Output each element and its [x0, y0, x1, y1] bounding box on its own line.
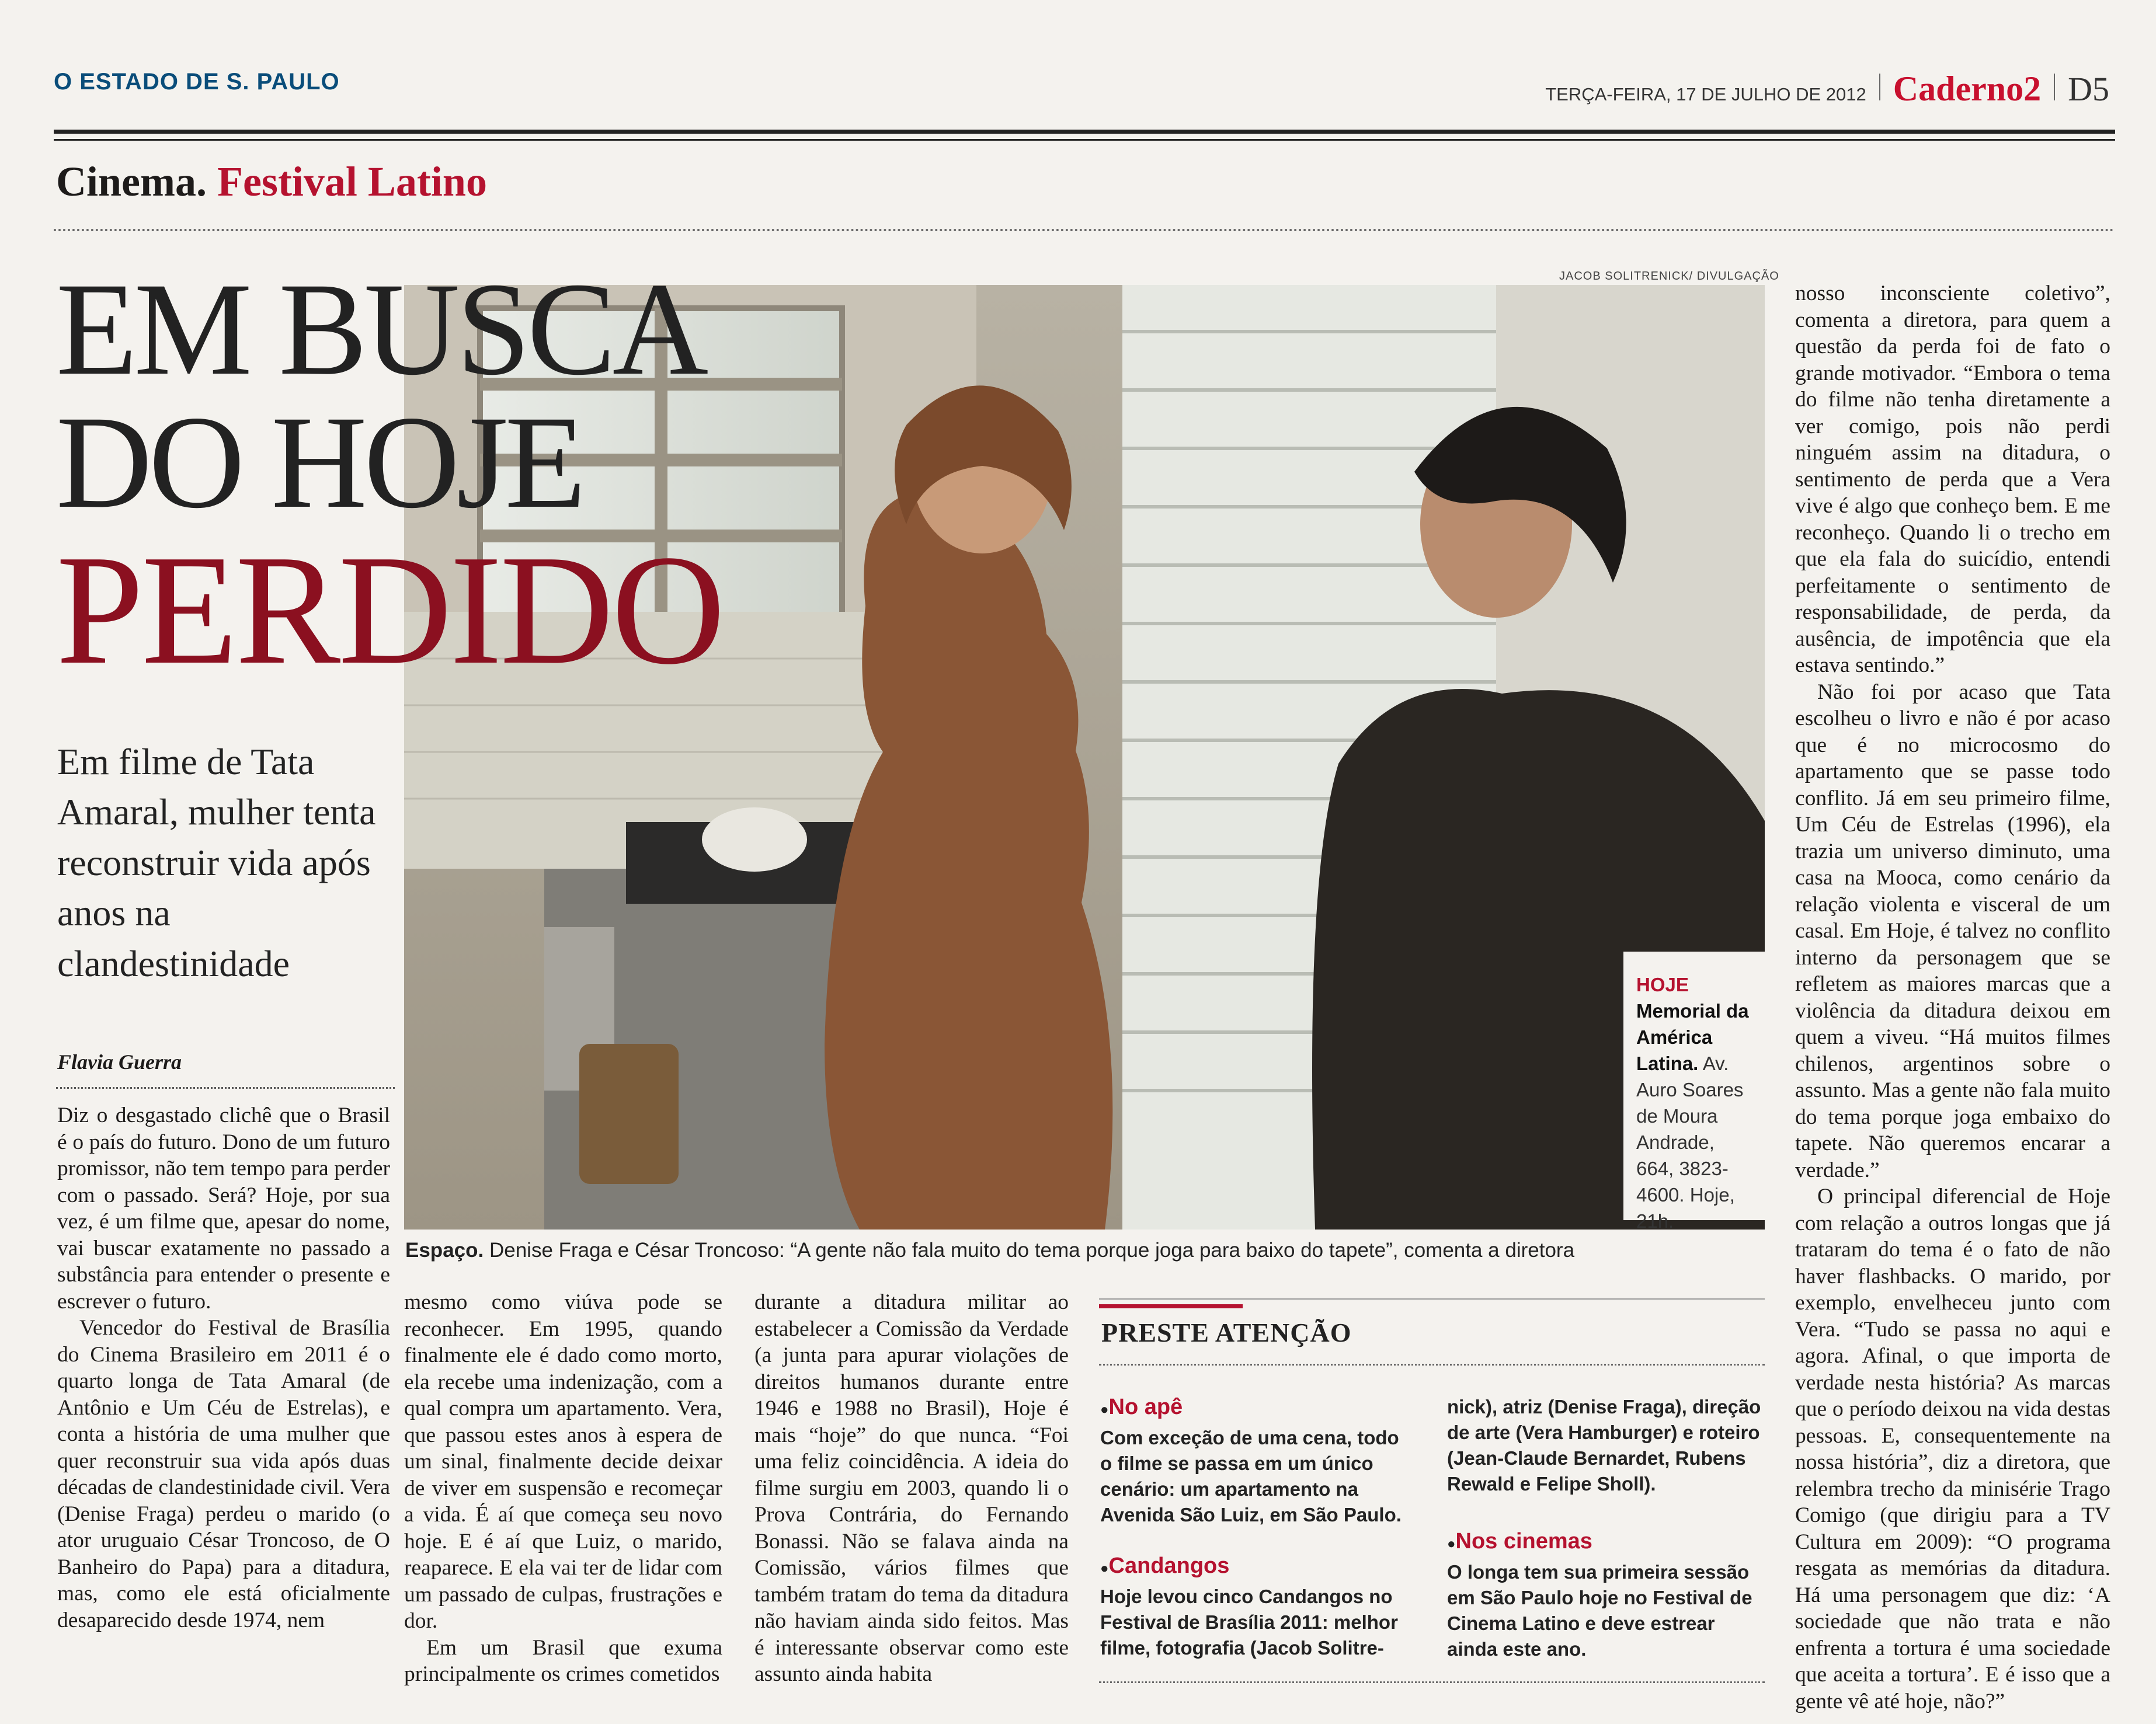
- tip-text: Hoje levou cinco Candangos no Festival de Brasília 2011: melhor filme, fotografia (Jacob Solitre-: [1100, 1586, 1398, 1659]
- tip-item: [1100, 1553, 1416, 1661]
- headline-line-2: DO HOJE: [56, 389, 583, 536]
- body-column-1: [57, 1102, 390, 1634]
- page-number: D5: [2068, 70, 2109, 108]
- supplement-name: Caderno2: [1893, 69, 2042, 108]
- event-venue: Memorial da América Latina.: [1636, 1000, 1749, 1074]
- caption-label: Espaço.: [405, 1239, 484, 1262]
- body-paragraph: Não foi por acaso que Tata escolheu o livro e não é por acaso que é no microcosmo do apartamento que se passe todo conflito. Já em seu primeiro filme, Um Céu de Estrelas (1996), ela trazia um universo diminuto, uma casa na Mooca, como cenário da relação violenta e visceral de um casal. Em Hoje, é talvez no conflito interno da personagem que se refletem as maiores marcas que a violência da ditadura deixou em quem a viveu. “Há muitos filmes chilenos, argentinos sobre o assunto. Mas a gente não fala muito do tema porque joga embaixo do tapete. Não queremos encarar a verdade.”: [1795, 680, 2110, 1182]
- headline-line-1: EM BUSCA: [56, 256, 705, 403]
- page-header-right: [1545, 69, 2109, 109]
- photo-credit: JACOB SOLITRENICK/ DIVULGAÇÃO: [1559, 270, 1779, 283]
- tip-item: [1447, 1394, 1762, 1497]
- article-deck: Em filme de Tata Amaral, mulher tenta reconstruir vida após anos na clandestinidade: [57, 741, 376, 984]
- tip-title: ● No apê: [1100, 1394, 1416, 1423]
- section-rule: [54, 229, 2115, 231]
- issue-date: TERÇA-FEIRA, 17 DE JULHO DE 2012: [1545, 84, 1866, 105]
- tip-item: [1100, 1394, 1416, 1528]
- header-separator: [2054, 74, 2055, 100]
- section-sub: Festival Latino: [217, 158, 487, 205]
- headline: [56, 256, 724, 697]
- tip-title: ● Candangos: [1100, 1553, 1416, 1582]
- section-heading: [56, 158, 487, 206]
- header-rule-thin: [54, 139, 2115, 141]
- body-paragraph: durante a ditadura militar ao estabelecer a Comissão da Verdade (a junta para apurar violações de direitos humanos durante entre 1946 e 1988 no Brasil), Hoje é mais “hoje” do que nunca. “Foi uma feliz coincidência. A ideia do filme surgiu em 2003, quando li o Prova Contrária, do Fernando Bonassi. Não se falava ainda na Comissão, vários filmes que também tratam do tema da ditadura não haviam ainda sido feitos. Mas é interessante observar como este assunto ainda habita: [754, 1290, 1069, 1686]
- preste-rule: [1099, 1364, 1765, 1366]
- tip-text: O longa tem sua primeira sessão em São Paulo hoje no Festival de Cinema Latino e deve estrear ainda este ano.: [1447, 1561, 1752, 1660]
- preste-title: PRESTE ATENÇÃO: [1101, 1318, 1352, 1347]
- header-separator: [1879, 74, 1880, 100]
- preste-accent-rule: [1099, 1304, 1243, 1308]
- body-paragraph: mesmo como viúva pode se reconhecer. Em 1995, quando finalmente ele é dado como morto, ela recebe uma indenização, com a qual compra um apartamento. Vera, que passou estes anos à espera de um sinal, finalmente decide deixar de viver em suspensão e recomeçar a vida. É aí que começa seu novo hoje. E é aí que Luiz, o marido, reaparece. E ela vai ter de lidar com um passado de culpas, frustrações e dor.: [404, 1290, 722, 1633]
- body-paragraph: O principal diferencial de Hoje com relação a outros longas que já trataram do tema é o fato de não haver flashbacks. O marido, por exemplo, envelheceu junto com Vera. “Tudo se passa no aqui e agora. Afinal, o que importa de verdade nesta história? As marcas que o período deixou na vida destas pessoas. E, consequentemente na nossa história”, diz a diretora, que relembra trecho da minisérie Trago Comigo (que dirigiu para a TV Cultura em 2009): “O programa resgata as memórias da ditadura. Há uma personagem que diz: ‘A sociedade que não trata e não enfrenta a tortura é uma sociedade que aceita a tortura’. E é isso que a gente vê até hoje, não?”: [1795, 1185, 2110, 1713]
- preste-bottom-rule: [1099, 1681, 1765, 1683]
- body-column-2: [404, 1289, 722, 1688]
- byline-rule: [56, 1087, 395, 1089]
- event-label: HOJE: [1636, 974, 1689, 995]
- body-paragraph: Diz o desgastado clichê que o Brasil é o país do futuro. Dono de um futuro promissor, não tem tempo para perder com o passado. Será? Hoje, por sua vez, é um filme que, apesar do nome, vai buscar exatamente no passado a substância para entender o presente e escrever o futuro.: [57, 1103, 390, 1314]
- tip-item: [1447, 1528, 1762, 1662]
- event-info-box: [1623, 952, 1766, 1232]
- body-column-3: [754, 1289, 1069, 1688]
- section-main: Cinema.: [56, 158, 207, 205]
- newspaper-masthead: O ESTADO DE S. PAULO: [54, 69, 340, 95]
- preste-top-rule: [1099, 1298, 1765, 1300]
- photo-caption: [405, 1239, 1766, 1262]
- event-details: Av. Auro Soares de Moura Andrade, 664, 3823-4600. Hoje, 21h.: [1636, 1053, 1744, 1232]
- article-byline: Flavia Guerra: [57, 1050, 182, 1074]
- body-column-4: [1795, 280, 2110, 1715]
- caption-text: Denise Fraga e César Troncoso: “A gente não fala muito do tema porque joga para baixo do tapete”, comenta a diretora: [489, 1239, 1575, 1262]
- tip-title: ● Nos cinemas: [1447, 1528, 1762, 1557]
- body-paragraph: Em um Brasil que exuma principalmente os crimes cometidos: [404, 1635, 722, 1686]
- body-paragraph: Vencedor do Festival de Brasília do Cinema Brasileiro em 2011 é o quarto longa de Tata Amaral (de Antônio e Um Céu de Estrelas), e conta a história de uma mulher que quer reconstruir sua vida após duas décadas de clandestinidade civil. Vera (Denise Fraga) perdeu o marido (o ator uruguaio César Troncoso, de O Banheiro do Papa) para a ditadura, mas, como ele está oficialmente desaparecido desde 1974, nem: [57, 1316, 390, 1632]
- body-paragraph: nosso inconsciente coletivo”, comenta a diretora, para quem a questão da perda foi de fato o grande motivador. “Embora o tema do filme não tenha diretamente a ver comigo, pois não perdi ninguém assim na ditadura, o sentimento de perda que a Vera vive é algo que conheço bem. E me reconheço. Quando li o trecho em que ela fala do suicídio, entendi perfeitamente o sentimento de responsabilidade, de perda, da ausência, de impotência que ela estava sentindo.”: [1795, 281, 2110, 677]
- headline-line-3: PERDIDO: [56, 523, 724, 697]
- tip-text: nick), atriz (Denise Fraga), direção de arte (Vera Hamburger) e roteiro (Jean-Claude Bernardet, Rubens Rewald e Felipe Sholl).: [1447, 1396, 1761, 1495]
- header-rule: [54, 130, 2115, 134]
- tip-text: Com exceção de uma cena, todo o filme se passa em um único cenário: um apartamento na Avenida São Luiz, em São Paulo.: [1100, 1427, 1402, 1526]
